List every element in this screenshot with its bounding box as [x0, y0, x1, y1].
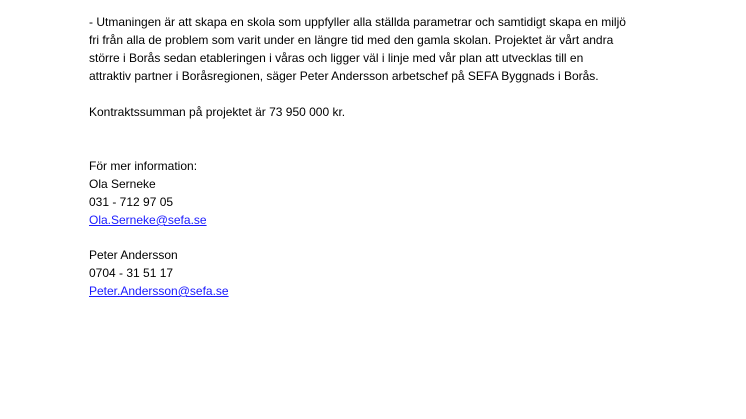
- contact-name: Ola Serneke: [89, 177, 156, 191]
- contract-sum-text: Kontraktssumman på projektet är 73 950 000 kr.: [89, 105, 346, 119]
- contact-heading: För mer information:: [89, 159, 198, 173]
- contact-name: Peter Andersson: [89, 248, 178, 262]
- contact-email-link[interactable]: Peter.Andersson@sefa.se: [89, 284, 229, 298]
- contact-phone: 031 - 712 97 05: [89, 195, 174, 209]
- quote-line: större i Borås sedan etableringen i våras och ligger väl i linje med vår plan att utvecklas till en: [89, 51, 584, 65]
- document-page: [89, 13, 689, 300]
- contact-block-1: [89, 157, 689, 229]
- contact-email-link[interactable]: Ola.Serneke@sefa.se: [89, 213, 207, 227]
- contact-block-2: [89, 246, 689, 300]
- quote-line: - Utmaningen är att skapa en skola som uppfyller alla ställda parametrar och samtidigt skapa en miljö: [89, 15, 626, 29]
- spacer: [89, 121, 689, 157]
- quote-line: fri från alla de problem som varit under en längre tid med den gamla skolan. Projektet är vårt andra: [89, 33, 614, 47]
- spacer: [89, 85, 689, 103]
- spacer: [89, 229, 689, 246]
- contract-paragraph: [89, 103, 689, 121]
- contact-phone: 0704 - 31 51 17: [89, 266, 174, 280]
- quote-line: attraktiv partner i Boråsregionen, säger Peter Andersson arbetschef på SEFA Byggnads i Borås.: [89, 69, 599, 83]
- quote-paragraph: [89, 13, 689, 85]
